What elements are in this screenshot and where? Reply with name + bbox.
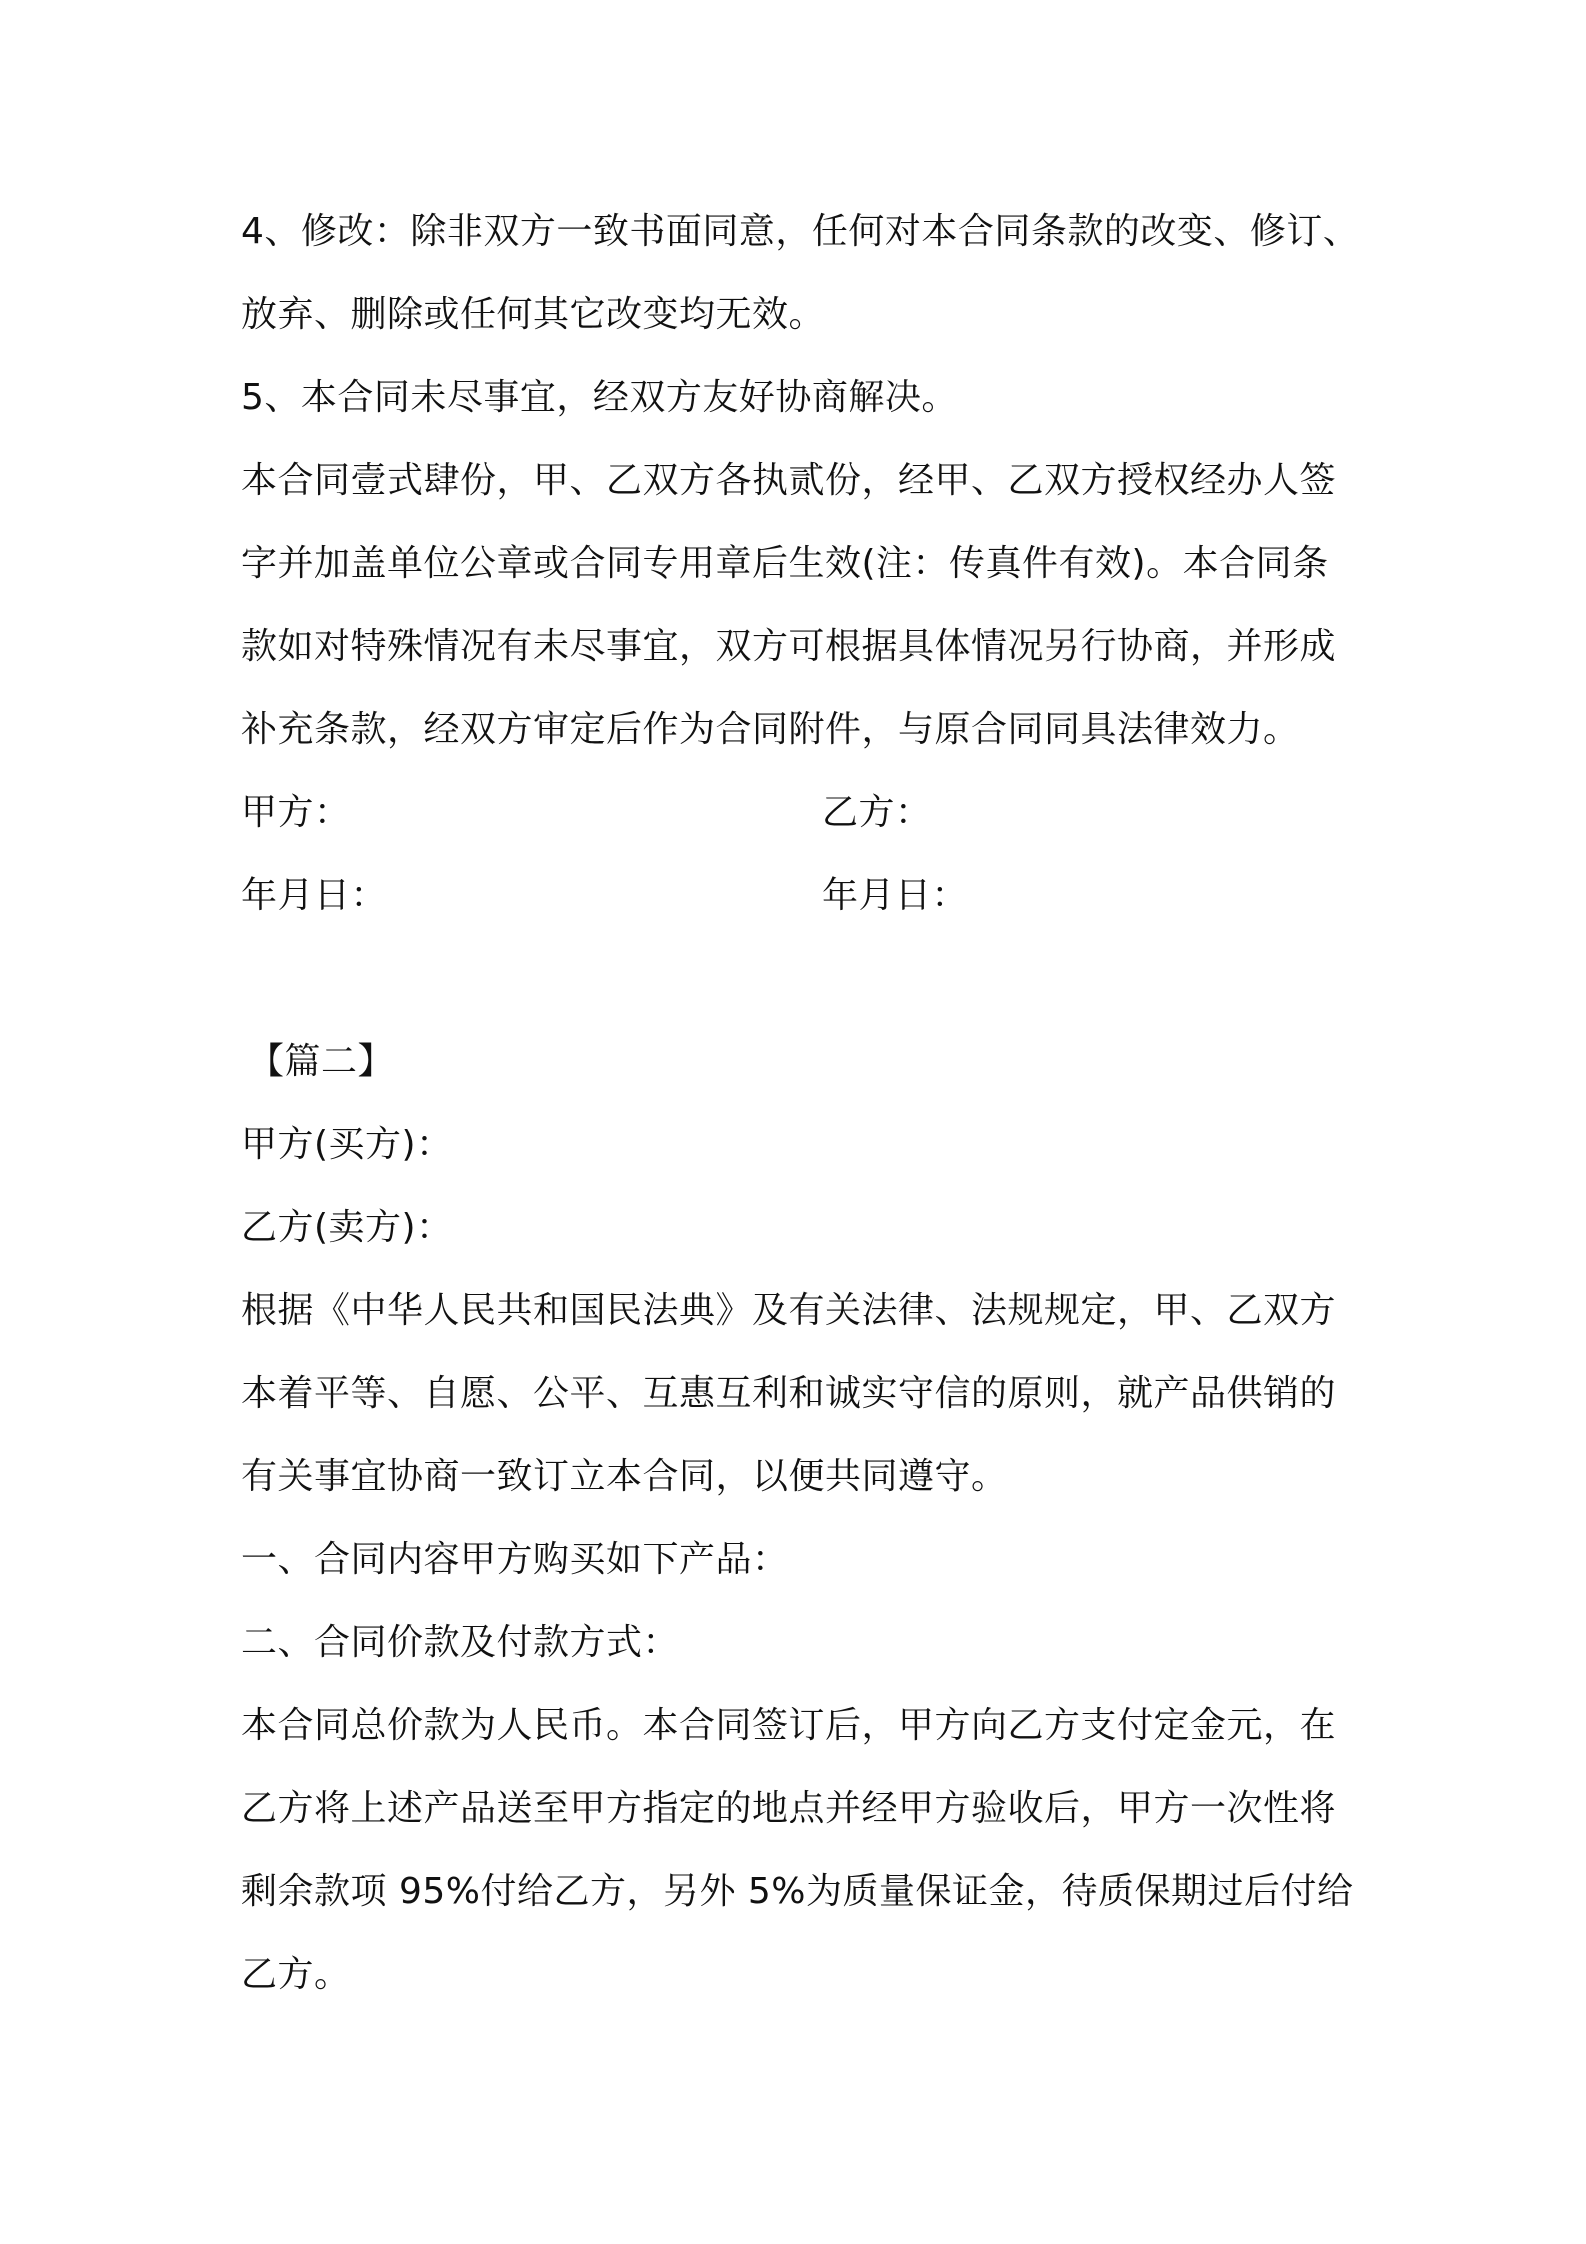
validity-paragraph-line-3: 款如对特殊情况有未尽事宜，双方可根据具体情况另行协商，并形成	[241, 626, 1337, 667]
article-2: 二、合同价款及付款方式：	[241, 1622, 680, 1663]
clause-4-line-1: 4、修改：除非双方一致书面同意，任何对本合同条款的改变、修订、	[241, 211, 1360, 252]
buyer-line: 甲方(买方)：	[241, 1124, 453, 1165]
preamble-line-1: 根据《中华人民共和国民法典》及有关法律、法规规定，甲、乙双方	[241, 1290, 1337, 1331]
payment-line-2: 乙方将上述产品送至甲方指定的地点并经甲方验收后，甲方一次性将	[241, 1788, 1337, 1829]
signature-row	[241, 787, 932, 839]
date-row	[241, 870, 969, 922]
party-b-label: 乙方：	[822, 792, 932, 833]
article-1: 一、合同内容甲方购买如下产品：	[241, 1539, 789, 1580]
preamble-line-2: 本着平等、自愿、公平、互惠互利和诚实守信的原则，就产品供销的	[241, 1373, 1337, 1414]
payment-line-4: 乙方。	[241, 1954, 351, 1995]
validity-paragraph-line-1: 本合同壹式肆份，甲、乙双方各执贰份，经甲、乙双方授权经办人签	[241, 460, 1337, 501]
clause-5: 5、本合同未尽事宜，经双方友好协商解决。	[241, 377, 958, 418]
date-a-label: 年月日：	[241, 875, 388, 916]
validity-paragraph-line-2: 字并加盖单位公章或合同专用章后生效(注：传真件有效)。本合同条	[241, 543, 1329, 584]
party-a-label: 甲方：	[241, 792, 351, 833]
seller-line: 乙方(卖方)：	[241, 1207, 453, 1248]
payment-line-1: 本合同总价款为人民币。本合同签订后，甲方向乙方支付定金元，在	[241, 1705, 1337, 1746]
section-heading: 【篇二】	[248, 1041, 395, 1082]
clause-4-line-2: 放弃、删除或任何其它改变均无效。	[241, 294, 826, 335]
preamble-line-3: 有关事宜协商一致订立本合同，以便共同遵守。	[241, 1456, 1008, 1497]
date-b-label: 年月日：	[822, 875, 969, 916]
payment-line-3: 剩余款项 95%付给乙方，另外 5%为质量保证金，待质保期过后付给	[241, 1871, 1354, 1912]
validity-paragraph-line-4: 补充条款，经双方审定后作为合同附件，与原合同同具法律效力。	[241, 709, 1300, 750]
